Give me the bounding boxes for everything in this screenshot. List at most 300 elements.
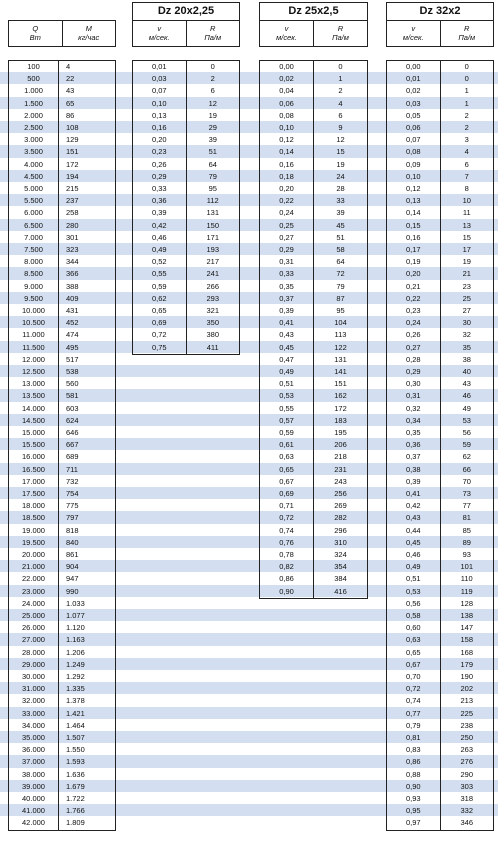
table-row	[9, 744, 115, 756]
table-cell: 0,24	[260, 207, 314, 219]
table-cell: 0,45	[260, 342, 314, 354]
table-cell: 0	[338, 62, 343, 71]
table-row	[9, 647, 115, 659]
table-cell: 22	[66, 74, 75, 84]
table-row	[9, 793, 115, 805]
table-cell: 172	[334, 403, 347, 413]
table-cell: 128	[460, 598, 473, 608]
table-cell: 947	[66, 574, 79, 584]
table-row	[260, 488, 367, 500]
table-row	[260, 85, 367, 97]
table-row	[387, 61, 493, 73]
table-row	[9, 122, 115, 134]
table-row	[9, 488, 115, 500]
table-cell: 0,74	[260, 525, 314, 537]
table-cell: 110	[460, 574, 473, 584]
table-cell: 775	[66, 501, 79, 511]
table-cell: 0,29	[133, 171, 187, 183]
table-row	[9, 378, 115, 390]
table-cell: 0,71	[260, 500, 314, 512]
table-cell: 0,02	[387, 85, 441, 97]
table-row	[387, 793, 493, 805]
table-cell: 0,01	[387, 73, 441, 85]
table-cell: 0,16	[260, 159, 314, 171]
table-cell: 1.163	[66, 635, 85, 645]
table-cell: 0	[210, 62, 215, 71]
table-cell: 0,76	[260, 537, 314, 549]
table-cell: 213	[460, 696, 473, 706]
table-cell: 64	[336, 257, 345, 267]
table-cell: 431	[66, 306, 79, 315]
table-row	[260, 354, 367, 366]
table-row	[9, 317, 115, 329]
table-cell: 380	[206, 330, 219, 340]
table-row	[9, 61, 115, 73]
table-row	[387, 305, 493, 317]
table-cell: 158	[460, 635, 473, 645]
table-cell: 23	[462, 281, 471, 291]
table-row	[387, 610, 493, 622]
header-base	[8, 20, 116, 47]
table-row	[387, 427, 493, 439]
table-cell: 0,33	[260, 268, 314, 280]
table-cell: 0,29	[260, 244, 314, 256]
table-cell: 0,29	[387, 366, 441, 378]
table-cell: 104	[334, 318, 347, 328]
table-cell: 290	[460, 769, 473, 779]
table-cell: 35.000	[9, 732, 59, 744]
table-row	[9, 110, 115, 122]
table-cell: 0,58	[387, 610, 441, 622]
table-cell: 0,19	[387, 256, 441, 268]
table-cell: 225	[460, 708, 473, 718]
table-cell: 301	[66, 232, 79, 242]
table-cell: 15.500	[9, 439, 59, 451]
table-cell: 238	[460, 720, 473, 730]
table-cell: 0,12	[387, 183, 441, 195]
table-cell: 3.500	[9, 146, 59, 158]
table-cell: 147	[460, 623, 473, 633]
table-cell: 2.000	[9, 110, 59, 122]
table-cell: 0,78	[260, 549, 314, 561]
table-row	[133, 183, 239, 195]
table-cell: 46	[462, 391, 471, 401]
table-row	[133, 73, 239, 85]
table-cell: 39.000	[9, 781, 59, 793]
table-cell: 237	[66, 196, 79, 206]
table-row	[9, 671, 115, 683]
table-cell: 194	[66, 171, 79, 181]
table-cell: 797	[66, 513, 79, 523]
table-cell: 10.500	[9, 317, 59, 329]
table-cell: 39	[336, 208, 345, 218]
table-row	[9, 720, 115, 732]
table-cell: 303	[460, 781, 473, 791]
table-cell: 19	[462, 257, 471, 267]
table-cell: 0,49	[133, 244, 187, 256]
table-cell: 21.000	[9, 561, 59, 573]
table-row	[133, 342, 239, 354]
table-row	[9, 512, 115, 524]
table-cell: 0,61	[260, 439, 314, 451]
table-cell: 38	[462, 354, 471, 364]
table-cell: 0,15	[387, 220, 441, 232]
table-cell: 0,63	[260, 451, 314, 463]
table-row	[260, 195, 367, 207]
table-cell: 0,53	[387, 586, 441, 598]
table-row	[387, 134, 493, 146]
table-cell: 318	[460, 794, 473, 803]
table-cell: 14.500	[9, 415, 59, 427]
table-cell: 18.500	[9, 512, 59, 524]
table-cell: 15	[462, 232, 471, 242]
table-row	[260, 61, 367, 73]
table-cell: 0,81	[387, 732, 441, 744]
table-cell: 1.335	[66, 684, 85, 694]
table-cell: 0,72	[260, 512, 314, 524]
table-row	[133, 293, 239, 305]
table-row	[9, 281, 115, 293]
table-cell: 0,42	[133, 220, 187, 232]
table-row	[260, 256, 367, 268]
table-cell: 22.000	[9, 573, 59, 585]
table-cell: 1.421	[66, 708, 85, 718]
table-row	[9, 732, 115, 744]
table-row	[9, 500, 115, 512]
table-cell: 27	[462, 306, 471, 315]
table-cell: 0,30	[387, 378, 441, 390]
table-cell: 179	[460, 659, 473, 669]
table-cell: 0,17	[387, 244, 441, 256]
header-q: Q Вт	[9, 21, 63, 46]
table-row	[387, 390, 493, 402]
table-cell: 0,24	[387, 317, 441, 329]
table-cell: 323	[66, 245, 79, 254]
table-cell: 12	[336, 135, 345, 145]
table-cell: 581	[66, 391, 79, 401]
table-cell: 0,26	[387, 329, 441, 341]
table-cell: 2	[464, 123, 469, 132]
table-cell: 0,77	[387, 708, 441, 720]
table-cell: 12.000	[9, 354, 59, 366]
table-cell: 13.000	[9, 378, 59, 390]
table-cell: 243	[334, 476, 347, 486]
table-cell: 59	[462, 440, 471, 450]
table-row	[387, 268, 493, 280]
table-cell: 58	[336, 245, 345, 254]
table-row	[9, 549, 115, 561]
table-row	[387, 183, 493, 195]
table-row	[260, 476, 367, 488]
table-cell: 2	[464, 110, 469, 120]
table-row	[9, 464, 115, 476]
table-cell: 0,69	[133, 317, 187, 329]
table-cell: 0,55	[260, 403, 314, 415]
table-cell: 321	[206, 306, 219, 315]
table-cell: 20.000	[9, 549, 59, 561]
table-cell: 33	[336, 196, 345, 206]
table-row	[133, 305, 239, 317]
table-cell: 72	[336, 269, 345, 279]
table-cell: 151	[66, 147, 79, 157]
table-cell: 0,65	[133, 305, 187, 317]
table-row	[9, 403, 115, 415]
table-row	[133, 98, 239, 110]
table-cell: 1.766	[66, 806, 85, 816]
table-cell: 0,43	[387, 512, 441, 524]
table-row	[260, 342, 367, 354]
table-cell: 818	[66, 525, 79, 535]
table-row	[387, 659, 493, 671]
table-row	[387, 683, 493, 695]
table-cell: 43	[462, 379, 471, 389]
table-cell: 138	[460, 611, 473, 620]
table-cell: 19.500	[9, 537, 59, 549]
table-cell: 0,86	[387, 756, 441, 768]
table-row	[9, 634, 115, 646]
table-cell: 354	[334, 562, 347, 572]
table-row	[9, 232, 115, 244]
table-row	[260, 366, 367, 378]
table-cell: 0,27	[387, 342, 441, 354]
table-cell: 667	[66, 440, 79, 450]
block-dz25	[259, 60, 368, 599]
table-cell: 1.636	[66, 769, 85, 779]
table-row	[260, 500, 367, 512]
table-cell: 19	[208, 110, 217, 120]
table-cell: 190	[460, 672, 473, 681]
table-cell: 0,47	[260, 354, 314, 366]
table-cell: 0,12	[260, 134, 314, 146]
table-row	[9, 195, 115, 207]
table-cell: 32	[462, 330, 471, 340]
table-row	[9, 476, 115, 488]
table-cell: 36.000	[9, 744, 59, 756]
table-cell: 27.000	[9, 634, 59, 646]
table-row	[9, 256, 115, 268]
table-cell: 62	[462, 452, 471, 462]
table-cell: 754	[66, 489, 79, 498]
table-cell: 0,93	[387, 793, 441, 805]
table-cell: 0,82	[260, 561, 314, 573]
table-cell: 16.500	[9, 464, 59, 476]
table-row	[133, 268, 239, 280]
table-cell: 66	[462, 464, 471, 474]
table-cell: 0,28	[387, 354, 441, 366]
table-row	[387, 586, 493, 598]
table-row	[260, 159, 367, 171]
table-cell: 0,23	[133, 146, 187, 158]
table-row	[387, 207, 493, 219]
table-cell: 0,00	[260, 61, 314, 73]
table-cell: 0,35	[260, 281, 314, 293]
table-cell: 0,70	[387, 671, 441, 683]
table-cell: 1	[338, 74, 343, 84]
table-row	[387, 622, 493, 634]
table-cell: 411	[206, 342, 219, 352]
table-row	[9, 561, 115, 573]
table-row	[387, 415, 493, 427]
table-cell: 0,86	[260, 573, 314, 585]
table-cell: 42.000	[9, 817, 59, 829]
table-row	[387, 525, 493, 537]
table-row	[387, 146, 493, 158]
header-r: R Па/м	[204, 24, 222, 42]
table-row	[133, 220, 239, 232]
table-row	[260, 146, 367, 158]
table-cell: 0,97	[387, 817, 441, 829]
table-cell: 15	[336, 147, 345, 157]
table-cell: 0,20	[387, 268, 441, 280]
header-r: R Па/м	[458, 24, 476, 42]
table-cell: 101	[460, 562, 473, 572]
table-row	[9, 220, 115, 232]
table-cell: 0,21	[387, 281, 441, 293]
table-cell: 0,65	[387, 647, 441, 659]
table-cell: 5.500	[9, 195, 59, 207]
table-cell: 0,02	[260, 73, 314, 85]
table-row	[9, 268, 115, 280]
table-cell: 9	[338, 123, 343, 132]
table-cell: 0,51	[260, 378, 314, 390]
table-cell: 474	[66, 330, 79, 340]
table-cell: 1.722	[66, 794, 85, 803]
table-cell: 0,03	[133, 73, 187, 85]
table-row	[387, 537, 493, 549]
table-row	[9, 683, 115, 695]
table-cell: 35	[462, 342, 471, 352]
table-cell: 25	[462, 293, 471, 303]
table-row	[9, 85, 115, 97]
table-cell: 1.120	[66, 623, 85, 633]
table-cell: 861	[66, 550, 79, 559]
table-row	[387, 500, 493, 512]
table-cell: 0,27	[260, 232, 314, 244]
table-cell: 1.249	[66, 659, 85, 669]
table-row	[9, 171, 115, 183]
table-cell: 0,32	[387, 403, 441, 415]
table-row	[387, 732, 493, 744]
table-cell: 0,39	[387, 476, 441, 488]
table-cell: 0,46	[387, 549, 441, 561]
table-cell: 0,00	[387, 61, 441, 73]
table-cell: 250	[460, 733, 473, 742]
table-row	[9, 305, 115, 317]
table-cell: 0,23	[387, 305, 441, 317]
table-row	[133, 134, 239, 146]
table-cell: 8	[464, 184, 469, 193]
table-cell: 28.000	[9, 647, 59, 659]
table-row	[9, 390, 115, 402]
table-cell: 64	[208, 159, 217, 169]
table-cell: 16.000	[9, 451, 59, 463]
table-cell: 113	[334, 330, 347, 340]
table-cell: 193	[206, 245, 219, 254]
table-cell: 41.000	[9, 805, 59, 817]
table-cell: 0,14	[260, 146, 314, 158]
table-cell: 51	[208, 147, 217, 157]
block-dz32	[386, 60, 494, 831]
table-cell: 344	[66, 257, 79, 267]
table-row	[387, 317, 493, 329]
table-cell: 31.000	[9, 683, 59, 695]
table-cell: 150	[206, 220, 219, 230]
table-row	[387, 159, 493, 171]
table-cell: 85	[462, 525, 471, 535]
table-cell: 0,60	[387, 622, 441, 634]
table-row	[387, 561, 493, 573]
table-cell: 0,06	[260, 98, 314, 110]
table-cell: 1.378	[66, 696, 85, 706]
table-row	[387, 451, 493, 463]
table-cell: 9.500	[9, 293, 59, 305]
table-row	[260, 573, 367, 585]
table-row	[260, 403, 367, 415]
table-cell: 24	[336, 171, 345, 181]
table-cell: 141	[334, 367, 347, 376]
table-row	[260, 451, 367, 463]
table-row	[133, 329, 239, 341]
table-row	[260, 305, 367, 317]
table-cell: 30	[462, 318, 471, 328]
table-cell: 0,13	[387, 195, 441, 207]
table-row	[260, 525, 367, 537]
table-cell: 0,59	[260, 427, 314, 439]
table-cell: 23.000	[9, 586, 59, 598]
table-cell: 21	[462, 269, 471, 279]
table-cell: 7	[464, 171, 469, 181]
header-dz20	[132, 20, 240, 47]
table-cell: 732	[66, 476, 79, 486]
table-cell: 241	[206, 269, 219, 279]
table-row	[9, 598, 115, 610]
table-row	[387, 171, 493, 183]
table-row	[260, 464, 367, 476]
table-cell: 7.000	[9, 232, 59, 244]
table-row	[9, 586, 115, 598]
table-row	[133, 195, 239, 207]
table-cell: 65	[66, 98, 75, 108]
table-cell: 0,22	[387, 293, 441, 305]
block-base	[8, 60, 116, 831]
table-cell: 0,08	[260, 110, 314, 122]
table-row	[9, 573, 115, 585]
table-cell: 1.679	[66, 781, 85, 791]
table-cell: 263	[460, 745, 473, 755]
table-cell: 100	[9, 61, 59, 73]
table-cell: 231	[334, 464, 347, 474]
table-cell: 0,38	[387, 464, 441, 476]
table-row	[9, 769, 115, 781]
table-cell: 3	[464, 135, 469, 145]
table-cell: 0,62	[133, 293, 187, 305]
table-cell: 4	[338, 98, 343, 108]
table-row	[260, 232, 367, 244]
table-cell: 0,25	[260, 220, 314, 232]
table-row	[387, 110, 493, 122]
table-cell: 517	[66, 354, 79, 364]
table-row	[260, 537, 367, 549]
table-cell: 0,34	[387, 415, 441, 427]
table-row	[260, 183, 367, 195]
table-row	[260, 134, 367, 146]
table-cell: 0,37	[387, 451, 441, 463]
table-cell: 19.000	[9, 525, 59, 537]
table-row	[133, 256, 239, 268]
table-cell: 0,07	[387, 134, 441, 146]
table-row	[387, 378, 493, 390]
table-row	[260, 561, 367, 573]
